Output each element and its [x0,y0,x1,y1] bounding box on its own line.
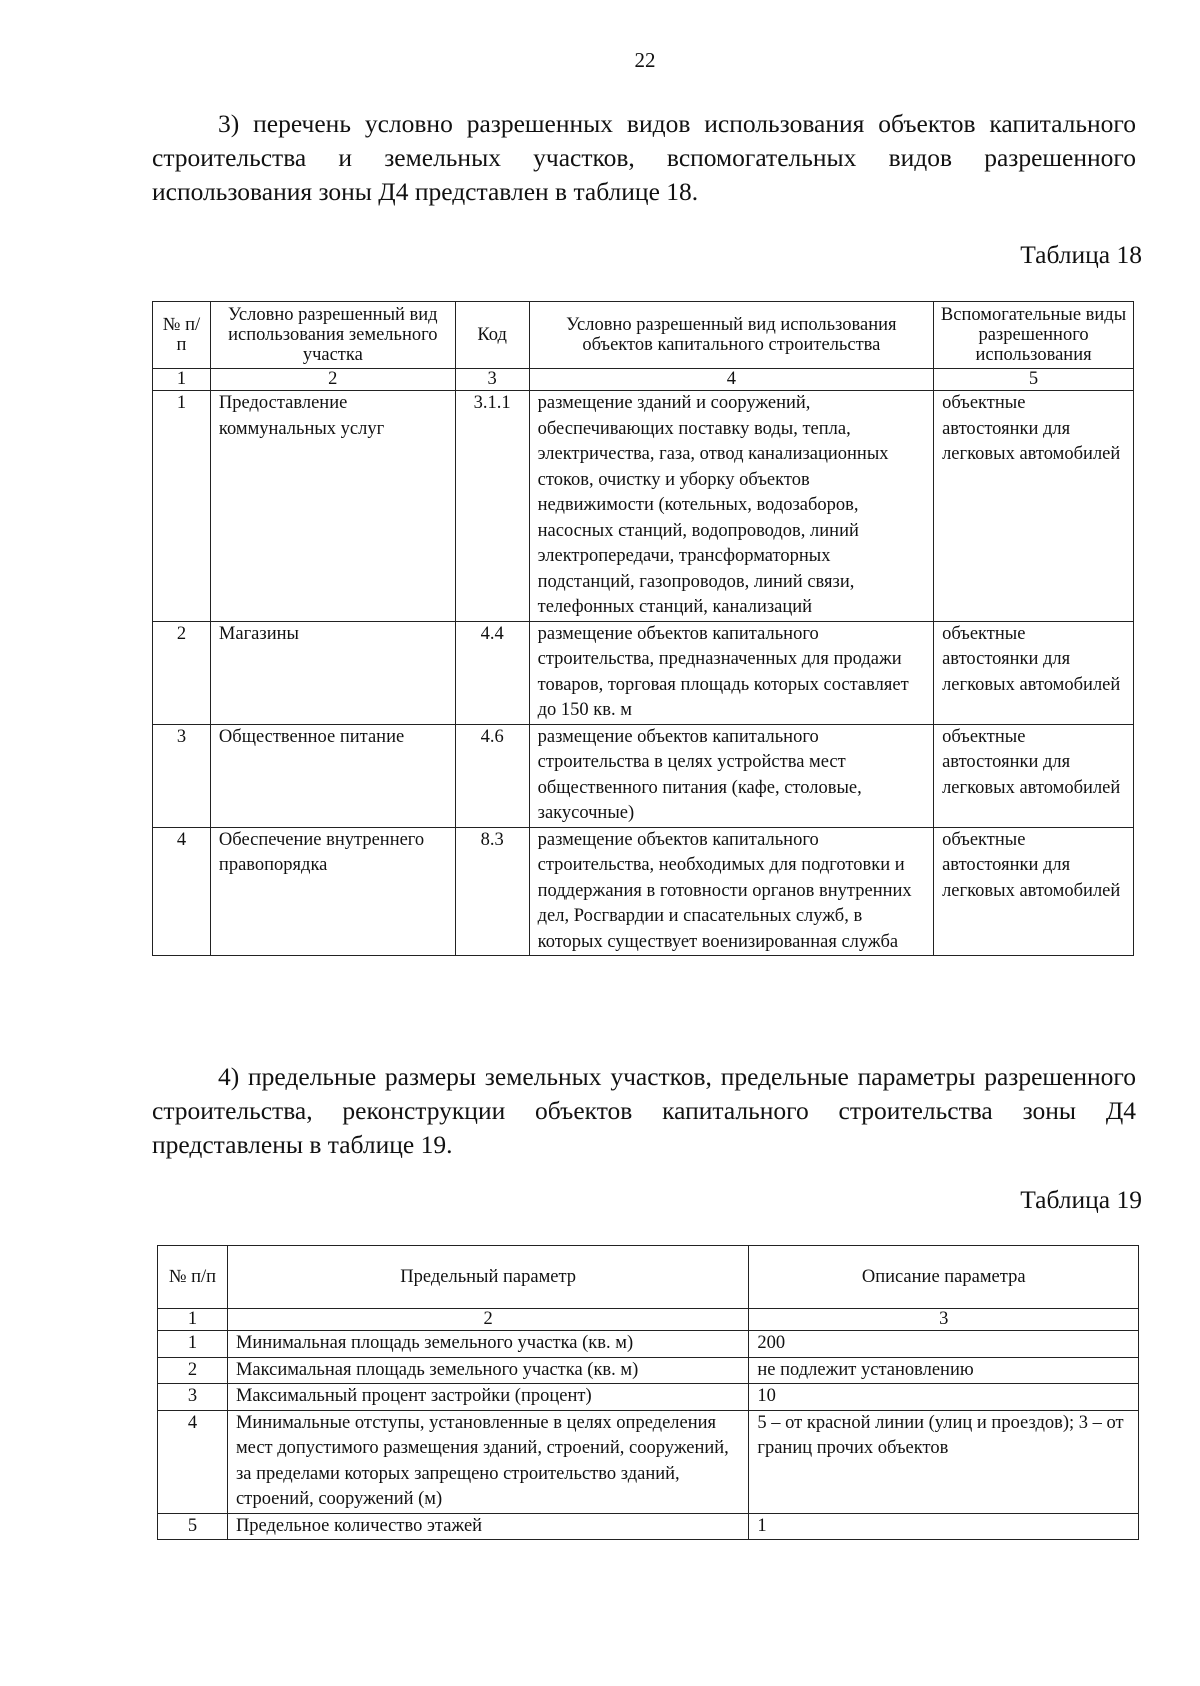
paragraph-table18-intro [152,107,1136,209]
building-use: размещение объектов капитального строительства, необходимых для подготовки и поддержания в готовности органов внутренних дел, Росгвардии и спасательных служб, в которых существует военизированная служба [529,827,933,956]
building-use: размещение зданий и сооружений, обеспечивающих поставку воды, тепла, электричества, газа, отвод канализационных стоков, очистку и уборку объектов недвижимости (котельных, водозаборов, насосных станций, водопроводов, линий электропередачи, трансформаторных подстанций, газопроводов, линий связи, телефонных станций, канализаций [529,391,933,622]
page-number: 22 [634,48,656,72]
aux-use: объектные автостоянки для легковых автомобилей [934,621,1134,724]
table19-column-numbers [158,1309,1139,1331]
param-desc: 10 [749,1384,1139,1411]
col-number: 3 [749,1309,1139,1331]
table-row [153,724,1134,827]
header-land-use: Условно разрешенный вид использования земельного участка [210,302,455,369]
header-desc: Описание параметра [749,1246,1139,1309]
param-desc: 200 [749,1331,1139,1358]
aux-use: объектные автостоянки для легковых автомобилей [934,724,1134,827]
col-number: 4 [529,369,933,391]
col-number: 3 [455,369,529,391]
table18-column-numbers [153,369,1134,391]
col-number: 1 [158,1309,228,1331]
header-num: № п/п [158,1246,228,1309]
row-num: 1 [153,391,211,622]
building-use: размещение объектов капитального строительства в целях устройства мест общественного питания (кафе, столовые, закусочные) [529,724,933,827]
row-num: 4 [158,1410,228,1513]
table18-header-row [153,302,1134,369]
table-row [158,1331,1139,1358]
table-row [153,621,1134,724]
paragraph-text: 4) предельные размеры земельных участков, предельные параметры разрешенного строительства, реконструкции объектов капитального строительства зоны Д4 представлены в таблице 19. [152,1062,1136,1159]
param: Предельное количество этажей [227,1513,748,1540]
col-number: 1 [153,369,211,391]
aux-use: объектные автостоянки для легковых автомобилей [934,827,1134,956]
land-use: Магазины [210,621,455,724]
col-number: 5 [934,369,1134,391]
table19-caption: Таблица 19 [1020,1185,1142,1214]
header-param: Предельный параметр [227,1246,748,1309]
row-num: 1 [158,1331,228,1358]
header-num: № п/п [153,302,211,369]
col-number: 2 [227,1309,748,1331]
row-num: 3 [158,1384,228,1411]
code: 4.4 [455,621,529,724]
row-num: 2 [158,1357,228,1384]
land-use: Общественное питание [210,724,455,827]
table-row [153,391,1134,622]
land-use: Обеспечение внутреннего правопорядка [210,827,455,956]
table-row [158,1357,1139,1384]
row-num: 2 [153,621,211,724]
land-use: Предоставление коммунальных услуг [210,391,455,622]
row-num: 4 [153,827,211,956]
param: Максимальная площадь земельного участка (кв. м) [227,1357,748,1384]
table-19 [157,1245,1139,1540]
table-row [158,1384,1139,1411]
param-desc: 5 – от красной линии (улиц и проездов); 3 – от границ прочих объектов [749,1410,1139,1513]
table-row [158,1410,1139,1513]
param: Минимальная площадь земельного участка (кв. м) [227,1331,748,1358]
param: Минимальные отступы, установленные в целях определения мест допустимого размещения зданий, строений, сооружений, за пределами которых запрещено строительство зданий, строений, сооружений (м) [227,1410,748,1513]
paragraph-text: 3) перечень условно разрешенных видов использования объектов капитального строительства и земельных участков, вспомогательных видов разрешенного использования зоны Д4 представлен в таблице 18. [152,109,1136,206]
param-desc: 1 [749,1513,1139,1540]
building-use: размещение объектов капитального строительства, предназначенных для продажи товаров, торговая площадь которых составляет до 150 кв. м [529,621,933,724]
header-code: Код [455,302,529,369]
table-row [153,827,1134,956]
aux-use: объектные автостоянки для легковых автомобилей [934,391,1134,622]
row-num: 5 [158,1513,228,1540]
row-num: 3 [153,724,211,827]
code: 8.3 [455,827,529,956]
paragraph-table19-intro [152,1060,1136,1162]
table18-caption: Таблица 18 [1020,240,1142,269]
header-aux: Вспомогательные виды разрешенного использования [934,302,1134,369]
param: Максимальный процент застройки (процент) [227,1384,748,1411]
code: 3.1.1 [455,391,529,622]
table-18 [152,301,1134,956]
table-row [158,1513,1139,1540]
col-number: 2 [210,369,455,391]
header-building-use: Условно разрешенный вид использования объектов капитального строительства [529,302,933,369]
code: 4.6 [455,724,529,827]
table19-header-row [158,1246,1139,1309]
param-desc: не подлежит установлению [749,1357,1139,1384]
